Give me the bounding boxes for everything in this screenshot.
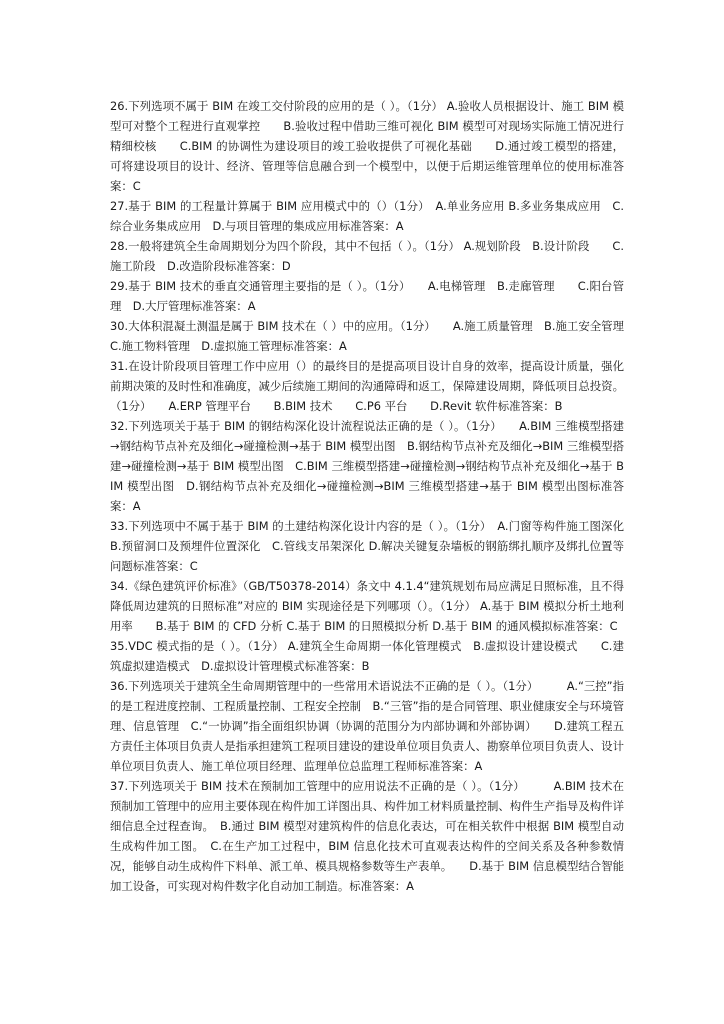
question-30: 30.大体积混凝土测温是属于 BIM 技术在（ ）中的应用。（1分） A.施工质量管理 B.施工安全管理 C.施工物料管理 D.虚拟施工管理标准答案：A: [110, 319, 647, 353]
question-28: 28.一般将建筑全生命周期划分为四个阶段，其中不包括（ ）。（1分） A.规划阶段 B.设计阶段 C.施工阶段 D.改造阶段标准答案：D: [110, 239, 624, 273]
question-36: 36.下列选项关于建筑全生命周期管理中的一些常用术语说法不正确的是（ ）。（1分） A.“三控”指的是工程进度控制、工程质量控制、工程安全控制 B.“三管”指的是合同管理、职业健康安全与环境管理、信息管理 C.“一协调”指全面组织协调（协调的范围分为内部协调和外部协调） D.建筑工程五方责任主体项目负责人是指承担建筑工程项目建设的建设单位项目负责人、勘察单位项目负责人、设计单位项目负责人、施工单位项目经理、监理单位总监理工程师标准答案：A: [110, 679, 624, 773]
document-body: [110, 96, 647, 896]
question-26: 26.下列选项不属于 BIM 在竣工交付阶段的应用的是（ ）。（1分） A.验收人员根据设计、施工 BIM 模型可对整个工程进行直观掌控 B.验收过程中借助三维可视化 BIM 模型可对现场实际施工情况进行精细校核 C.BIM 的协调性为建设项目的竣工验收提供了可视化基础 D.通过竣工模型的搭建，可将建设项目的设计、经济、管理等信息融合到一个模型中，以便于后期运维管理单位的使用标准答案：C: [110, 99, 624, 193]
question-27: 27.基于 BIM 的工程量计算属于 BIM 应用模式中的（）（1分） A.单业务应用 B.多业务集成应用 C.综合业务集成应用 D.与项目管理的集成应用标准答案：A: [110, 199, 624, 233]
question-31: 31.在设计阶段项目管理工作中应用（）的最终目的是提高项目设计自身的效率，提高设计质量，强化前期决策的及时性和准确度，减少后续施工期间的沟通障碍和返工，保障建设周期，降低项目总投资。（1分） A.ERP 管理平台 B.BIM 技术 C.P6 平台 D.Revit 软件标准答案：B: [110, 359, 624, 413]
question-33: 33.下列选项中不属于基于 BIM 的土建结构深化设计内容的是（ ）。（1分） A.门窗等构件施工图深化 B.预留洞口及预埋件位置深化 C.管线支吊架深化 D.解决关键复杂墙板的钢筋绑扎顺序及绑扎位置等问题标准答案：C: [110, 519, 647, 573]
question-37: 37.下列选项关于 BIM 技术在预制加工管理中的应用说法不正确的是（ ）。（1分） A.BIM 技术在预制加工管理中的应用主要体现在构件加工详图出具、构件加工材料质量控制、构件生产指导及构件详细信息全过程查询。 B.通过 BIM 模型对建筑构件的信息化表达，可在相关软件中根据 BIM 模型自动生成构件加工图。 C.在生产加工过程中，BIM 信息化技术可直观表达构件的空间关系及各种参数情况，能够自动生成构件下料单、派工单、模具规格参数等生产表单。 D.基于 BIM 信息模型结合智能加工设备，可实现对构件数字化自动加工制造。标准答案：A: [110, 779, 624, 893]
question-35: 35.VDC 模式指的是（ ）。（1分） A.建筑全生命周期一体化管理模式 B.虚拟设计建设模式 C.建筑虚拟建造模式 D.虚拟设计管理模式标准答案：B: [110, 639, 624, 673]
question-34: 34.《绿色建筑评价标准》（GB/T50378-2014）条文中 4.1.4“建筑规划布局应满足日照标准，且不得降低周边建筑的日照标准”对应的 BIM 实现途径是下列哪项（）。（1分） A.基于 BIM 模拟分析土地利用率 B.基于 BIM 的 CFD 分析 C.基于 BIM 的日照模拟分析 D.基于 BIM 的通风模拟标准答案：C: [110, 579, 624, 633]
question-32: 32.下列选项关于基于 BIM 的钢结构深化设计流程说法正确的是（ ）。（1分） A.BIM 三维模型搭建→钢结构节点补充及细化→碰撞检测→基于 BIM 模型出图 B.钢结构节点补充及细化→BIM 三维模型搭建→碰撞检测→基于 BIM 模型出图 C.BIM 三维模型搭建→碰撞检测→钢结构节点补充及细化→基于 BIM 模型出图 D.钢结构节点补充及细化→碰撞检测→BIM 三维模型搭建→基于 BIM 模型出图标准答案：A: [110, 419, 624, 513]
question-29: 29.基于 BIM 技术的垂直交通管理主要指的是（ ）。（1分） A.电梯管理 B.走廊管理 C.阳台管理 D.大厅管理标准答案：A: [110, 279, 624, 313]
